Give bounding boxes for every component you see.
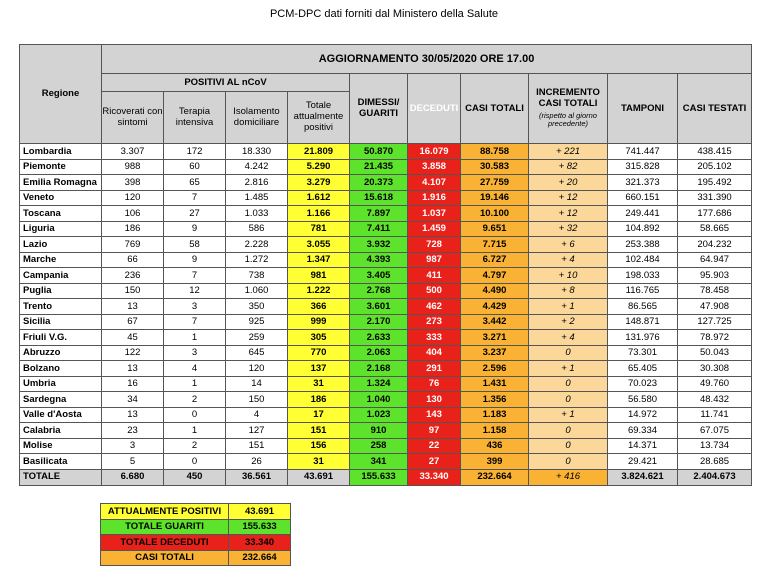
header-positivi: POSITIVI AL nCoV <box>102 74 350 92</box>
casi-totali-value: 19.146 <box>461 190 529 206</box>
ricoverati-value: 16 <box>102 376 164 392</box>
terapia-value: 12 <box>164 283 226 299</box>
incremento-value: 0 <box>529 392 608 408</box>
dimessi-value: 3.405 <box>350 268 408 284</box>
terapia-value: 7 <box>164 268 226 284</box>
terapia-value: 2 <box>164 392 226 408</box>
totale-positivi-value: 781 <box>288 221 350 237</box>
table-row <box>20 392 752 408</box>
deceduti-value: 16.079 <box>408 144 461 160</box>
isolamento-value: 151 <box>226 438 288 454</box>
casi-testati-value: 49.760 <box>678 376 752 392</box>
region-name: Liguria <box>20 221 102 237</box>
header-tamponi: TAMPONI <box>608 74 678 144</box>
table-row <box>20 206 752 222</box>
summary-label: TOTALE GUARITI <box>101 519 229 535</box>
dimessi-value: 3.601 <box>350 299 408 315</box>
tamponi-value: 116.765 <box>608 283 678 299</box>
tamponi-value: 315.828 <box>608 159 678 175</box>
casi-testati-value: 64.947 <box>678 252 752 268</box>
region-name: Basilicata <box>20 454 102 470</box>
summary-table <box>100 503 291 566</box>
totale-positivi-value: 5.290 <box>288 159 350 175</box>
casi-totali-value: 10.100 <box>461 206 529 222</box>
ricoverati-value: 3.307 <box>102 144 164 160</box>
totale-positivi-value: 151 <box>288 423 350 439</box>
ricoverati-value: 150 <box>102 283 164 299</box>
totale-positivi-value: 137 <box>288 361 350 377</box>
tamponi-value: 86.565 <box>608 299 678 315</box>
header-casi-totali: CASI TOTALI <box>461 74 529 144</box>
tamponi-value: 65.405 <box>608 361 678 377</box>
incremento-value: 0 <box>529 438 608 454</box>
header-casi-testati: CASI TESTATI <box>678 74 752 144</box>
region-name: Lazio <box>20 237 102 253</box>
casi-totali-value: 4.490 <box>461 283 529 299</box>
tamponi-value: 69.334 <box>608 423 678 439</box>
isolamento-value: 26 <box>226 454 288 470</box>
header-incremento-title: INCREMENTO CASI TOTALI <box>536 86 600 109</box>
table-row <box>20 407 752 423</box>
terapia-value: 9 <box>164 221 226 237</box>
tamponi-value: 148.871 <box>608 314 678 330</box>
isolamento-value: 1.060 <box>226 283 288 299</box>
ricoverati-value: 13 <box>102 299 164 315</box>
terapia-value: 0 <box>164 454 226 470</box>
region-name: Valle d'Aosta <box>20 407 102 423</box>
incremento-value: + 1 <box>529 361 608 377</box>
ricoverati-value: 398 <box>102 175 164 191</box>
region-name: Umbria <box>20 376 102 392</box>
deceduti-value: 333 <box>408 330 461 346</box>
summary-value: 33.340 <box>229 535 291 551</box>
incremento-value: + 32 <box>529 221 608 237</box>
ricoverati-value: 67 <box>102 314 164 330</box>
isolamento-value: 2.816 <box>226 175 288 191</box>
isolamento-value: 18.330 <box>226 144 288 160</box>
ricoverati-value: 13 <box>102 407 164 423</box>
terapia-value: 4 <box>164 361 226 377</box>
header-deceduti: DECEDUTI <box>408 74 461 144</box>
ricoverati-value: 106 <box>102 206 164 222</box>
isolamento-value: 586 <box>226 221 288 237</box>
region-name: Bolzano <box>20 361 102 377</box>
casi-testati-value: 67.075 <box>678 423 752 439</box>
terapia-value: 27 <box>164 206 226 222</box>
dimessi-value: 341 <box>350 454 408 470</box>
casi-testati-value: 13.734 <box>678 438 752 454</box>
ricoverati-value: 988 <box>102 159 164 175</box>
tamponi-value: 102.484 <box>608 252 678 268</box>
casi-testati-value: 50.043 <box>678 345 752 361</box>
dimessi-value: 2.063 <box>350 345 408 361</box>
table-row <box>20 252 752 268</box>
summary-value: 43.691 <box>229 504 291 520</box>
summary-row <box>101 519 291 535</box>
casi-testati-value: 438.415 <box>678 144 752 160</box>
dimessi-value: 7.411 <box>350 221 408 237</box>
incremento-value: + 221 <box>529 144 608 160</box>
casi-testati-value: 28.685 <box>678 454 752 470</box>
terapia-value: 7 <box>164 190 226 206</box>
terapia-value: 7 <box>164 314 226 330</box>
table-row <box>20 237 752 253</box>
casi-totali-value: 3.442 <box>461 314 529 330</box>
incremento-value: 0 <box>529 345 608 361</box>
terapia-value: 60 <box>164 159 226 175</box>
casi-totali-value: 436 <box>461 438 529 454</box>
dimessi-value: 7.897 <box>350 206 408 222</box>
region-name: Veneto <box>20 190 102 206</box>
incremento-value: + 12 <box>529 206 608 222</box>
dimessi-value: 4.393 <box>350 252 408 268</box>
deceduti-value: 1.037 <box>408 206 461 222</box>
deceduti-value: 143 <box>408 407 461 423</box>
dimessi-value: 2.768 <box>350 283 408 299</box>
ricoverati-value: 45 <box>102 330 164 346</box>
summary-value: 232.664 <box>229 550 291 566</box>
header-terapia: Terapia intensiva <box>164 92 226 144</box>
ricoverati-value: 3 <box>102 438 164 454</box>
casi-totali-value: 1.431 <box>461 376 529 392</box>
summary-row <box>101 535 291 551</box>
casi-totali-value: 1.183 <box>461 407 529 423</box>
casi-testati-value: 177.686 <box>678 206 752 222</box>
incremento-value: + 4 <box>529 252 608 268</box>
incremento-value: 0 <box>529 376 608 392</box>
total-cell: 43.691 <box>288 469 350 485</box>
header-isolamento: Isolamento domiciliare <box>226 92 288 144</box>
casi-testati-value: 47.908 <box>678 299 752 315</box>
header-ricoverati: Ricoverati con sintomi <box>102 92 164 144</box>
total-cell: 33.340 <box>408 469 461 485</box>
totale-positivi-value: 186 <box>288 392 350 408</box>
casi-totali-value: 9.651 <box>461 221 529 237</box>
ricoverati-value: 23 <box>102 423 164 439</box>
totale-positivi-value: 1.166 <box>288 206 350 222</box>
totale-positivi-value: 21.809 <box>288 144 350 160</box>
casi-totali-value: 1.356 <box>461 392 529 408</box>
deceduti-value: 3.858 <box>408 159 461 175</box>
totale-positivi-value: 1.347 <box>288 252 350 268</box>
isolamento-value: 127 <box>226 423 288 439</box>
totale-positivi-value: 31 <box>288 376 350 392</box>
casi-testati-value: 127.725 <box>678 314 752 330</box>
deceduti-value: 728 <box>408 237 461 253</box>
isolamento-value: 14 <box>226 376 288 392</box>
incremento-value: + 20 <box>529 175 608 191</box>
region-name: Friuli V.G. <box>20 330 102 346</box>
tamponi-value: 321.373 <box>608 175 678 191</box>
table-row <box>20 268 752 284</box>
region-name: Sardegna <box>20 392 102 408</box>
ricoverati-value: 122 <box>102 345 164 361</box>
total-cell: 155.633 <box>350 469 408 485</box>
isolamento-value: 1.485 <box>226 190 288 206</box>
table-row <box>20 144 752 160</box>
incremento-value: + 1 <box>529 299 608 315</box>
region-name: Emilia Romagna <box>20 175 102 191</box>
ricoverati-value: 120 <box>102 190 164 206</box>
summary-label: TOTALE DECEDUTI <box>101 535 229 551</box>
terapia-value: 172 <box>164 144 226 160</box>
casi-totali-value: 1.158 <box>461 423 529 439</box>
casi-testati-value: 11.741 <box>678 407 752 423</box>
totals-row <box>20 469 752 485</box>
dimessi-value: 258 <box>350 438 408 454</box>
table-row <box>20 438 752 454</box>
region-name: Campania <box>20 268 102 284</box>
deceduti-value: 987 <box>408 252 461 268</box>
isolamento-value: 738 <box>226 268 288 284</box>
isolamento-value: 120 <box>226 361 288 377</box>
ricoverati-value: 13 <box>102 361 164 377</box>
totale-positivi-value: 156 <box>288 438 350 454</box>
casi-testati-value: 205.102 <box>678 159 752 175</box>
tamponi-value: 104.892 <box>608 221 678 237</box>
total-cell: 2.404.673 <box>678 469 752 485</box>
casi-testati-value: 195.492 <box>678 175 752 191</box>
casi-testati-value: 78.972 <box>678 330 752 346</box>
tamponi-value: 249.441 <box>608 206 678 222</box>
table-row <box>20 454 752 470</box>
incremento-value: + 2 <box>529 314 608 330</box>
terapia-value: 9 <box>164 252 226 268</box>
ricoverati-value: 34 <box>102 392 164 408</box>
header-update: AGGIORNAMENTO 30/05/2020 ORE 17.00 <box>102 45 752 74</box>
tamponi-value: 14.972 <box>608 407 678 423</box>
total-cell: + 416 <box>529 469 608 485</box>
deceduti-value: 1.916 <box>408 190 461 206</box>
tamponi-value: 14.371 <box>608 438 678 454</box>
totale-positivi-value: 999 <box>288 314 350 330</box>
isolamento-value: 350 <box>226 299 288 315</box>
deceduti-value: 404 <box>408 345 461 361</box>
casi-totali-value: 3.237 <box>461 345 529 361</box>
ricoverati-value: 186 <box>102 221 164 237</box>
totale-positivi-value: 17 <box>288 407 350 423</box>
total-cell: 450 <box>164 469 226 485</box>
table-row <box>20 221 752 237</box>
deceduti-value: 291 <box>408 361 461 377</box>
dimessi-value: 15.618 <box>350 190 408 206</box>
table-row <box>20 299 752 315</box>
terapia-value: 1 <box>164 376 226 392</box>
isolamento-value: 645 <box>226 345 288 361</box>
casi-testati-value: 48.432 <box>678 392 752 408</box>
totale-positivi-value: 1.222 <box>288 283 350 299</box>
header-regione: Regione <box>20 45 102 144</box>
dimessi-value: 1.040 <box>350 392 408 408</box>
table-row <box>20 314 752 330</box>
casi-testati-value: 78.458 <box>678 283 752 299</box>
totale-positivi-value: 770 <box>288 345 350 361</box>
deceduti-value: 22 <box>408 438 461 454</box>
summary-row <box>101 504 291 520</box>
terapia-value: 3 <box>164 299 226 315</box>
dimessi-value: 2.170 <box>350 314 408 330</box>
totale-positivi-value: 981 <box>288 268 350 284</box>
totale-positivi-value: 3.055 <box>288 237 350 253</box>
casi-testati-value: 30.308 <box>678 361 752 377</box>
casi-testati-value: 204.232 <box>678 237 752 253</box>
isolamento-value: 4.242 <box>226 159 288 175</box>
ricoverati-value: 66 <box>102 252 164 268</box>
tamponi-value: 29.421 <box>608 454 678 470</box>
total-cell: 6.680 <box>102 469 164 485</box>
deceduti-value: 411 <box>408 268 461 284</box>
tamponi-value: 73.301 <box>608 345 678 361</box>
totale-positivi-value: 366 <box>288 299 350 315</box>
tamponi-value: 741.447 <box>608 144 678 160</box>
casi-testati-value: 331.390 <box>678 190 752 206</box>
casi-totali-value: 27.759 <box>461 175 529 191</box>
table-row <box>20 361 752 377</box>
terapia-value: 1 <box>164 330 226 346</box>
totale-positivi-value: 3.279 <box>288 175 350 191</box>
terapia-value: 1 <box>164 423 226 439</box>
dimessi-value: 2.168 <box>350 361 408 377</box>
dimessi-value: 2.633 <box>350 330 408 346</box>
deceduti-value: 273 <box>408 314 461 330</box>
deceduti-value: 4.107 <box>408 175 461 191</box>
dimessi-value: 21.435 <box>350 159 408 175</box>
table-row <box>20 345 752 361</box>
terapia-value: 3 <box>164 345 226 361</box>
ricoverati-value: 769 <box>102 237 164 253</box>
covid-regional-table <box>19 44 752 486</box>
totale-positivi-value: 1.612 <box>288 190 350 206</box>
region-name: Sicilia <box>20 314 102 330</box>
incremento-value: + 10 <box>529 268 608 284</box>
table-row <box>20 190 752 206</box>
total-cell: 232.664 <box>461 469 529 485</box>
region-name: Calabria <box>20 423 102 439</box>
tamponi-value: 70.023 <box>608 376 678 392</box>
dimessi-value: 1.023 <box>350 407 408 423</box>
ricoverati-value: 5 <box>102 454 164 470</box>
isolamento-value: 1.033 <box>226 206 288 222</box>
incremento-value: + 1 <box>529 407 608 423</box>
terapia-value: 65 <box>164 175 226 191</box>
deceduti-value: 500 <box>408 283 461 299</box>
table-row <box>20 283 752 299</box>
region-name: Marche <box>20 252 102 268</box>
deceduti-value: 97 <box>408 423 461 439</box>
summary-label: CASI TOTALI <box>101 550 229 566</box>
deceduti-value: 462 <box>408 299 461 315</box>
page-caption: PCM-DPC dati forniti dal Ministero della Salute <box>269 8 499 20</box>
dimessi-value: 1.324 <box>350 376 408 392</box>
casi-totali-value: 399 <box>461 454 529 470</box>
region-name: Puglia <box>20 283 102 299</box>
tamponi-value: 131.976 <box>608 330 678 346</box>
dimessi-value: 20.373 <box>350 175 408 191</box>
table-row <box>20 175 752 191</box>
total-cell: 3.824.621 <box>608 469 678 485</box>
casi-totali-value: 7.715 <box>461 237 529 253</box>
isolamento-value: 925 <box>226 314 288 330</box>
region-name: Trento <box>20 299 102 315</box>
region-name: Toscana <box>20 206 102 222</box>
summary-value: 155.633 <box>229 519 291 535</box>
table-row <box>20 376 752 392</box>
summary-row <box>101 550 291 566</box>
deceduti-value: 76 <box>408 376 461 392</box>
region-name: Piemonte <box>20 159 102 175</box>
incremento-value: + 4 <box>529 330 608 346</box>
tamponi-value: 253.388 <box>608 237 678 253</box>
casi-totali-value: 3.271 <box>461 330 529 346</box>
dimessi-value: 50.870 <box>350 144 408 160</box>
casi-testati-value: 95.903 <box>678 268 752 284</box>
incremento-value: + 6 <box>529 237 608 253</box>
incremento-value: 0 <box>529 454 608 470</box>
dimessi-value: 3.932 <box>350 237 408 253</box>
isolamento-value: 259 <box>226 330 288 346</box>
tamponi-value: 56.580 <box>608 392 678 408</box>
deceduti-value: 1.459 <box>408 221 461 237</box>
casi-totali-value: 6.727 <box>461 252 529 268</box>
total-cell: 36.561 <box>226 469 288 485</box>
table-row <box>20 330 752 346</box>
totale-positivi-value: 305 <box>288 330 350 346</box>
header-incremento <box>529 74 608 144</box>
terapia-value: 2 <box>164 438 226 454</box>
incremento-value: 0 <box>529 423 608 439</box>
tamponi-value: 660.151 <box>608 190 678 206</box>
total-cell: TOTALE <box>20 469 102 485</box>
dimessi-value: 910 <box>350 423 408 439</box>
summary-label: ATTUALMENTE POSITIVI <box>101 504 229 520</box>
incremento-value: + 82 <box>529 159 608 175</box>
incremento-value: + 12 <box>529 190 608 206</box>
isolamento-value: 150 <box>226 392 288 408</box>
region-name: Abruzzo <box>20 345 102 361</box>
casi-totali-value: 2.596 <box>461 361 529 377</box>
tamponi-value: 198.033 <box>608 268 678 284</box>
isolamento-value: 4 <box>226 407 288 423</box>
casi-testati-value: 58.665 <box>678 221 752 237</box>
region-name: Molise <box>20 438 102 454</box>
header-totale-positivi: Totale attualmente positivi <box>288 92 350 144</box>
casi-totali-value: 88.758 <box>461 144 529 160</box>
casi-totali-value: 4.797 <box>461 268 529 284</box>
deceduti-value: 130 <box>408 392 461 408</box>
table-row <box>20 159 752 175</box>
header-incremento-note: (rispetto al giorno precedente) <box>539 110 597 129</box>
terapia-value: 0 <box>164 407 226 423</box>
table-row <box>20 423 752 439</box>
casi-totali-value: 4.429 <box>461 299 529 315</box>
ricoverati-value: 236 <box>102 268 164 284</box>
casi-totali-value: 30.583 <box>461 159 529 175</box>
isolamento-value: 1.272 <box>226 252 288 268</box>
header-dimessi: DIMESSI/ GUARITI <box>350 74 408 144</box>
isolamento-value: 2.228 <box>226 237 288 253</box>
deceduti-value: 27 <box>408 454 461 470</box>
terapia-value: 58 <box>164 237 226 253</box>
incremento-value: + 8 <box>529 283 608 299</box>
region-name: Lombardia <box>20 144 102 160</box>
totale-positivi-value: 31 <box>288 454 350 470</box>
